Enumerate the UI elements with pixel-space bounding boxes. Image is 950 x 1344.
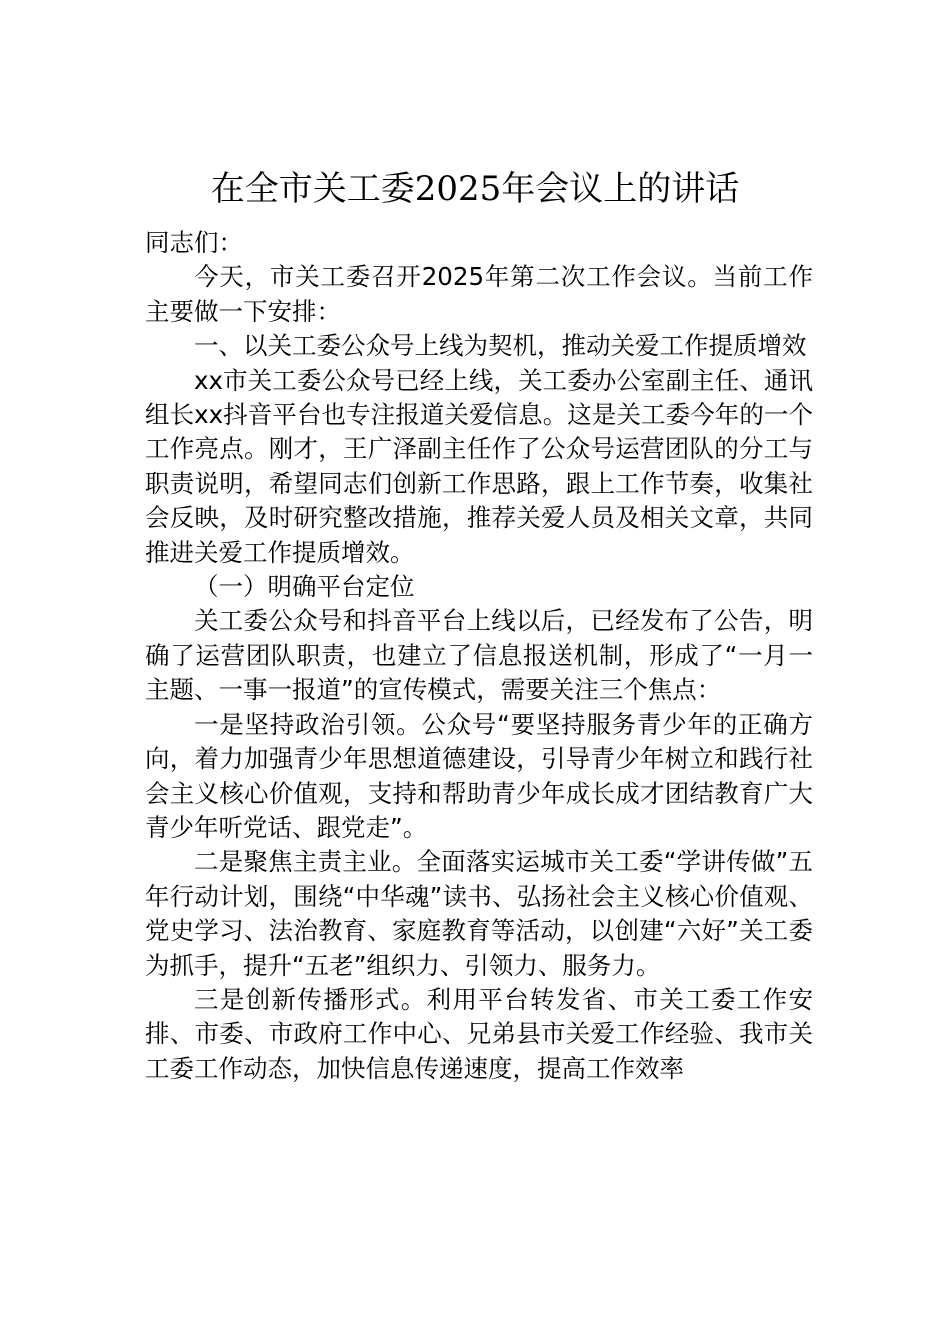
paragraph-section-1-body: xx市关工委公众号已经上线，关工委办公室副主任、通讯组长xx抖音平台也专注报道关爱信息。这是关工委今年的一个工作亮点。刚才，王广泽副主任作了公众号运营团队的分工与职责说明，希望同志们创新工作思路，跟上工作节奏，收集社会反映，及时研究整改措施，推荐关爱人员及相关文章，共同推进关爱工作提质增效。	[145, 365, 813, 567]
paragraph-platform: 关工委公众号和抖音平台上线以后，已经发布了公告，明确了运营团队职责，也建立了信息报送机制，形成了“一月一主题、一事一报道”的宣传模式，需要关注三个焦点：	[145, 606, 813, 705]
subsection-heading-1: （一）明确平台定位	[194, 572, 415, 602]
document-title: 在全市关工委2025年会议上的讲话	[210, 169, 740, 209]
paragraph-point-1: 一是坚持政治引领。公众号“要坚持服务青少年的正确方向，着力加强青少年思想道德建设，引导青少年树立和践行社会主义核心价值观，支持和帮助青少年成长成才团结教育广大青少年听党话、跟党走”。	[145, 709, 813, 842]
paragraph-intro: 今天，市关工委召开2025年第二次工作会议。当前工作主要做一下安排：	[145, 262, 813, 326]
document-body	[145, 226, 813, 1086]
paragraph-point-2: 二是聚焦主责主业。全面落实运城市关工委“学讲传做”五年行动计划，围绕“中华魂”读书、弘扬社会主义核心价值观、党史学习、法治教育、家庭教育等活动，以创建“六好”关工委为抓手，提升“五老”组织力、引领力、服务力。	[145, 847, 813, 980]
section-heading-1: 一、以关工委公众号上线为契机，推动关爱工作提质增效	[194, 331, 807, 361]
salutation: 同志们：	[145, 228, 243, 257]
paragraph-point-3: 三是创新传播形式。利用平台转发省、市关工委工作安排、市委、市政府工作中心、兄弟县市关爱工作经验、我市关工委工作动态，加快信息传递速度，提高工作效率	[145, 984, 813, 1083]
